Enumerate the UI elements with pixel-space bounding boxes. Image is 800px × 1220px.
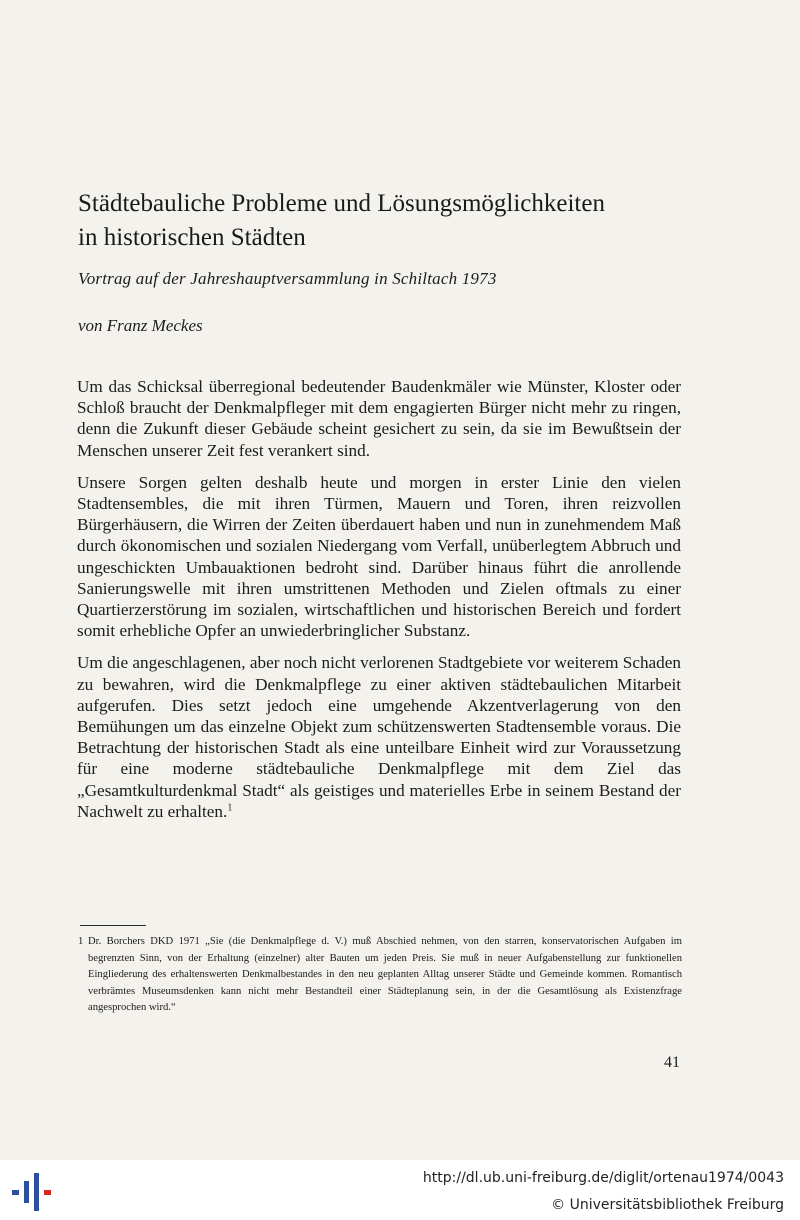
footer-bar [0,1160,800,1220]
footnote-text: Dr. Borchers DKD 1971 „Sie (die Denkmalpflege d. V.) muß Abschied nehmen, von den starren, konservatorischen Aufgaben im begrenzten Sinn, von der Erhaltung (einzelner) alter Bauten um jeden Preis. Sie muß in neuer Aufgabenstellung zur funktionellen Eingliederung des erhaltenswerten Denkmalbestandes in den neu geplanten Alltag unserer Städte und Gemeinde kommen. Romantisch verbrämtes Museumsdenken kann nicht mehr Bestandteil einer Städteplanung sein, in der die Gesamtlösung als Existenzfrage angesprochen wird.“ [88,936,682,1013]
paragraph-2: Unsere Sorgen gelten deshalb heute und morgen in erster Linie den vielen Stadtensembles, die mit ihren Türmen, Mauern und Toren, ihren reizvollen Bürgerhäusern, die Wirren der Zeiten überdauert haben und nun in zunehmendem Maß durch ökonomischen und sozialen Niedergang vom Verfall, unüberlegtem Abbruch und ungeschickten Umbauaktionen bedroht sind. Darüber hinaus führt die anrollende Sanierungswelle mit ihren umstrittenen Methoden und Zielen oftmals zu einer Quartierzerstörung im sozialen, wirtschaftlichen und historischen Bereich und fordert somit erhebliche Opfer an unwiederbringlicher Substanz. [77,472,681,641]
page-number: 41 [664,1054,680,1071]
title-line-1: Städtebauliche Probleme und Lösungsmöglichkeiten [78,190,605,217]
article-title [78,187,718,255]
permalink-url[interactable]: http://dl.ub.uni-freiburg.de/diglit/ortenau1974/0043 [422,1170,784,1186]
paragraph-3-text: Um die angeschlagenen, aber noch nicht verlorenen Stadtgebiete vor weiterem Schaden zu bewahren, wird die Denkmalpflege zu einer aktiven städtebaulichen Mitarbeit aufgerufen. Dies setzt jedoch eine umgehende Akzentverlagerung von den Bemühungen um das einzelne Objekt zum schützenswerten Stadtensemble voraus. Die Betrachtung der historischen Stadt als eine unteilbare Einheit wird zur Voraussetzung für eine moderne städtebauliche Denkmalpflege mit dem Ziel das „Gesamtkulturdenkmal Stadt“ als geistiges und materielles Erbe in seinem Bestand der Nachwelt zu erhalten. [77,653,681,821]
paragraph-1: Um das Schicksal überregional bedeutender Baudenkmäler wie Münster, Kloster oder Schloß braucht der Denkmalpfleger mit dem engagierten Bürger nicht mehr zu ringen, denn die Zukunft dieser Gebäude scheint gesichert zu sein, da sie im Bewußtsein der Menschen unserer Zeit fest verankert sind. [77,377,681,460]
article-body [77,376,681,833]
paragraph-3 [77,652,681,822]
footnote-divider [80,925,146,926]
article-author: von Franz Meckes [78,316,203,335]
footnote [78,934,682,1017]
copyright-notice: © Universitätsbibliothek Freiburg [551,1197,784,1213]
footnote-number: 1 [78,936,84,947]
footnote-reference: 1 [227,802,233,814]
article-subtitle: Vortrag auf der Jahreshauptversammlung in Schiltach 1973 [78,269,497,288]
title-line-2: in historischen Städten [78,224,306,251]
ub-freiburg-logo-icon [8,1170,54,1214]
